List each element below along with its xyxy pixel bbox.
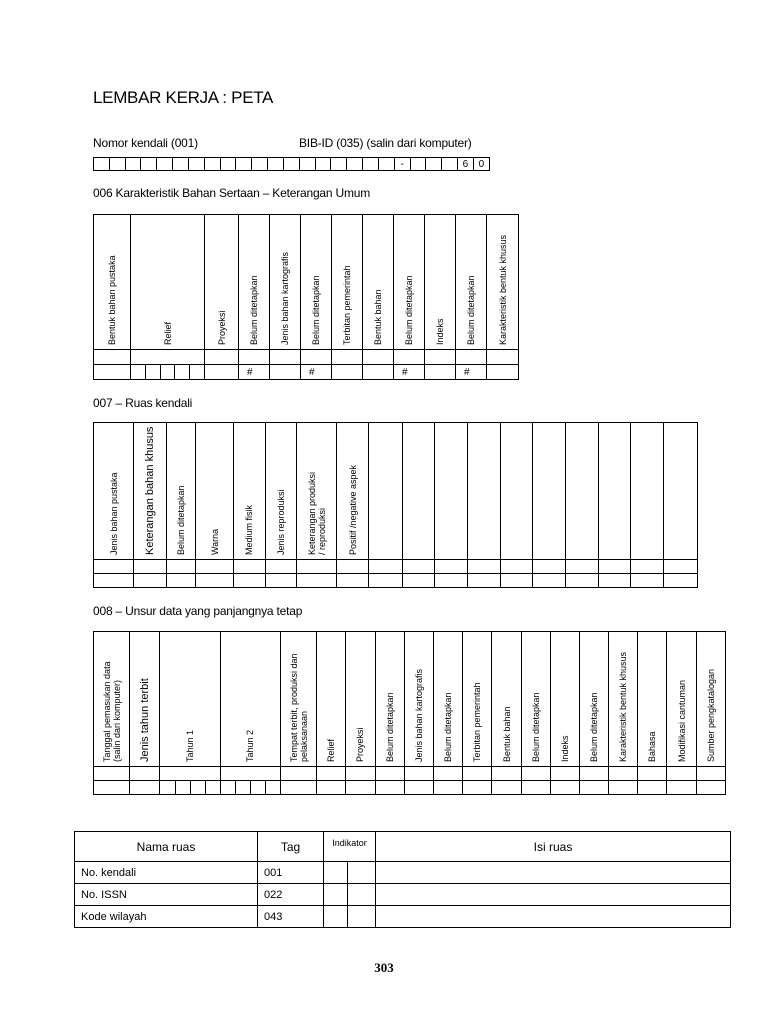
column-header	[664, 423, 698, 560]
column-header-label: Terbitan pemerintah	[472, 682, 483, 762]
input-cell[interactable]	[435, 560, 468, 574]
input-cell[interactable]	[566, 574, 599, 588]
input-cell[interactable]	[435, 574, 468, 588]
bib-id-box[interactable]	[173, 158, 189, 171]
indicator-2-input[interactable]	[348, 906, 376, 928]
input-cell[interactable]	[375, 767, 404, 781]
input-cell[interactable]	[533, 574, 566, 588]
column-header-label: Karakteristik bentuk khusus	[497, 234, 508, 345]
bib-id-box[interactable]	[268, 158, 284, 171]
input-cell[interactable]	[598, 560, 631, 574]
input-cell[interactable]	[145, 365, 160, 380]
column-header	[239, 215, 270, 350]
input-cell[interactable]	[220, 781, 235, 795]
input-cell[interactable]	[463, 767, 492, 781]
bib-id-box[interactable]	[299, 158, 315, 171]
bib-id-box[interactable]	[157, 158, 173, 171]
input-cell[interactable]	[664, 574, 698, 588]
input-cell[interactable]	[664, 560, 698, 574]
column-header	[463, 632, 492, 767]
input-cell[interactable]	[521, 767, 550, 781]
column-header-label: Indeks	[435, 318, 446, 345]
input-cell[interactable]	[363, 350, 394, 365]
column-header-label: Keterangan produksi / reproduksi	[306, 471, 327, 555]
input-cell[interactable]	[598, 574, 631, 588]
column-header-label: Relief	[162, 321, 173, 345]
header-tag: Tag	[258, 832, 324, 862]
bib-id-box[interactable]	[283, 158, 299, 171]
input-cell[interactable]	[190, 365, 205, 380]
input-cell[interactable]	[205, 781, 220, 795]
fields-table	[74, 831, 731, 928]
column-header-label: Belum ditetapkan	[175, 485, 186, 555]
column-header	[332, 215, 363, 350]
input-cell[interactable]	[297, 560, 337, 574]
input-cell[interactable]	[394, 350, 425, 365]
input-cell[interactable]	[205, 350, 239, 365]
input-cell[interactable]	[175, 781, 190, 795]
column-header-label: Keterangan bahan khusus	[143, 426, 156, 555]
column-header	[234, 423, 266, 560]
section-006-heading: 006 Karakteristik Bahan Sertaan – Keterangan Umum	[93, 186, 371, 200]
input-cell[interactable]	[369, 560, 403, 574]
column-header	[281, 632, 317, 767]
section-008-heading: 008 – Unsur data yang panjangnya tetap	[93, 604, 303, 618]
field-tag: 022	[258, 884, 324, 906]
input-cell[interactable]	[94, 560, 134, 574]
column-header	[375, 632, 404, 767]
input-cell[interactable]	[609, 767, 638, 781]
column-header	[337, 423, 369, 560]
input-cell[interactable]	[500, 574, 533, 588]
column-header-label: Tahun 2	[245, 729, 256, 762]
column-header-label: Jenis bahan kartografis	[413, 668, 424, 762]
column-header	[270, 215, 301, 350]
header-nama-ruas: Nama ruas	[75, 832, 258, 862]
column-header	[220, 632, 280, 767]
input-cell[interactable]	[463, 781, 492, 795]
input-cell[interactable]: #	[301, 365, 332, 380]
input-cell[interactable]	[190, 781, 205, 795]
input-cell[interactable]	[301, 350, 332, 365]
input-cell[interactable]	[94, 781, 130, 795]
column-header-label: Jenis reproduksi	[276, 489, 287, 555]
field-name: Kode wilayah	[75, 906, 258, 928]
input-cell[interactable]	[345, 767, 375, 781]
input-cell[interactable]	[550, 781, 579, 795]
bib-id-box[interactable]	[378, 158, 394, 171]
input-cell[interactable]	[337, 574, 369, 588]
input-cell[interactable]	[234, 560, 266, 574]
field-name: No. kendali	[75, 862, 258, 884]
column-header	[667, 632, 696, 767]
column-header	[301, 215, 332, 350]
input-cell[interactable]	[487, 365, 519, 380]
control-number-label: Nomor kendali (001)	[93, 136, 198, 150]
field-name: No. ISSN	[75, 884, 258, 906]
column-header	[369, 423, 403, 560]
column-header	[166, 423, 196, 560]
bib-id-label: BIB-ID (035) (salin dari komputer)	[299, 136, 472, 150]
column-header-label: Proyeksi	[216, 310, 227, 345]
field-content-input[interactable]	[376, 862, 731, 884]
input-cell[interactable]: #	[456, 365, 487, 380]
input-cell[interactable]	[196, 574, 234, 588]
column-header	[94, 215, 131, 350]
input-cell[interactable]	[492, 767, 521, 781]
column-header-label: Jenis bahan kartografis	[280, 251, 291, 345]
column-header-label: Belum ditetapkan	[311, 275, 322, 345]
table-006	[93, 214, 519, 380]
input-cell[interactable]	[205, 365, 239, 380]
input-cell[interactable]	[579, 781, 608, 795]
column-header-label: Relief	[325, 738, 336, 762]
field-content-input[interactable]	[376, 906, 731, 928]
input-cell[interactable]	[468, 574, 501, 588]
column-header	[456, 215, 487, 350]
field-tag: 043	[258, 906, 324, 928]
column-header-label: Positif /negative aspek	[347, 464, 358, 555]
input-cell[interactable]	[337, 560, 369, 574]
input-cell[interactable]	[638, 767, 667, 781]
column-header	[487, 215, 519, 350]
input-cell[interactable]	[550, 767, 579, 781]
bib-id-box[interactable]	[252, 158, 268, 171]
input-cell[interactable]	[402, 574, 435, 588]
page-number: 303	[374, 960, 394, 975]
column-header	[492, 632, 521, 767]
input-cell[interactable]	[631, 574, 664, 588]
input-cell[interactable]	[134, 560, 167, 574]
column-header	[394, 215, 425, 350]
column-header-label: Jenis tahun terbit	[138, 678, 151, 762]
bib-id-box[interactable]	[410, 158, 426, 171]
bib-id-box[interactable]	[141, 158, 157, 171]
input-cell[interactable]	[94, 350, 131, 365]
section-007-heading: 007 – Ruas kendali	[93, 396, 193, 410]
column-header	[297, 423, 337, 560]
column-header	[160, 632, 220, 767]
column-header	[94, 423, 134, 560]
column-header-label: Belum ditetapkan	[589, 692, 600, 762]
table-row	[75, 862, 731, 884]
bib-id-box[interactable]: -	[394, 158, 410, 171]
input-cell[interactable]	[696, 781, 725, 795]
input-cell[interactable]	[667, 767, 696, 781]
column-header	[205, 215, 239, 350]
input-cell[interactable]	[375, 781, 404, 795]
column-header	[434, 632, 463, 767]
input-cell[interactable]	[369, 574, 403, 588]
column-header-label: Jenis bahan pustaka	[108, 472, 119, 555]
column-header-label: Bentuk bahan pustaka	[107, 255, 117, 345]
column-header-label: Indeks	[559, 735, 570, 762]
bib-id-box[interactable]	[94, 158, 110, 171]
input-cell[interactable]	[281, 781, 317, 795]
input-cell[interactable]	[434, 767, 463, 781]
input-cell[interactable]	[579, 767, 608, 781]
column-header	[550, 632, 579, 767]
header-isi-ruas: Isi ruas	[376, 832, 731, 862]
input-cell[interactable]	[425, 365, 456, 380]
column-header	[566, 423, 599, 560]
input-cell[interactable]	[270, 365, 301, 380]
bib-id-box[interactable]: 6	[458, 158, 474, 171]
bib-id-box[interactable]: 0	[473, 158, 489, 171]
input-cell[interactable]	[500, 560, 533, 574]
table-007	[93, 422, 698, 588]
input-cell[interactable]	[638, 781, 667, 795]
input-cell[interactable]	[521, 781, 550, 795]
input-cell[interactable]	[317, 781, 345, 795]
column-header	[533, 423, 566, 560]
input-cell[interactable]	[94, 574, 134, 588]
input-cell[interactable]: #	[239, 365, 270, 380]
header-indikator: Indikator	[324, 832, 376, 862]
bib-id-boxes	[93, 157, 490, 171]
input-cell[interactable]	[533, 560, 566, 574]
column-header	[134, 423, 167, 560]
page-title: LEMBAR KERJA : PETA	[93, 88, 274, 107]
input-cell[interactable]	[131, 365, 146, 380]
input-cell[interactable]	[345, 781, 375, 795]
column-header	[500, 423, 533, 560]
bib-id-box[interactable]	[109, 158, 125, 171]
column-header-label: Warna	[209, 528, 220, 555]
bib-id-box[interactable]	[347, 158, 363, 171]
input-cell[interactable]	[492, 781, 521, 795]
input-cell[interactable]: #	[394, 365, 425, 380]
column-header	[638, 632, 667, 767]
column-header-label: Modifikasi cantuman	[676, 679, 687, 762]
column-header	[196, 423, 234, 560]
column-header-label: Belum ditetapkan	[249, 275, 260, 345]
table-row	[75, 884, 731, 906]
column-header	[404, 632, 433, 767]
column-header-label: Bentuk bahan	[373, 289, 384, 345]
input-cell[interactable]	[265, 574, 297, 588]
column-header	[131, 215, 205, 350]
input-cell[interactable]	[94, 767, 130, 781]
indicator-2-input[interactable]	[348, 862, 376, 884]
input-cell[interactable]	[266, 781, 281, 795]
input-cell[interactable]	[166, 574, 196, 588]
input-cell[interactable]	[456, 350, 487, 365]
input-cell[interactable]	[160, 781, 175, 795]
column-header	[402, 423, 435, 560]
bib-id-box[interactable]	[315, 158, 331, 171]
input-cell[interactable]	[696, 767, 725, 781]
input-cell[interactable]	[566, 560, 599, 574]
input-cell[interactable]	[265, 560, 297, 574]
table-008	[93, 631, 726, 795]
input-cell[interactable]	[160, 365, 175, 380]
input-cell[interactable]	[134, 574, 167, 588]
column-header-label: Bentuk bahan	[501, 706, 512, 762]
bib-id-box[interactable]	[363, 158, 379, 171]
column-header-label: Proyeksi	[355, 727, 366, 762]
column-header	[425, 215, 456, 350]
table-row	[75, 906, 731, 928]
column-header-label: Belum ditetapkan	[404, 275, 415, 345]
input-cell[interactable]	[425, 350, 456, 365]
bib-id-box[interactable]	[125, 158, 141, 171]
input-cell[interactable]	[317, 767, 345, 781]
column-header-label: Belum ditetapkan	[466, 275, 477, 345]
column-header-label: Tempat terbit, produksi dan pelaksanaan	[288, 653, 309, 762]
column-header	[265, 423, 297, 560]
field-content-input[interactable]	[376, 884, 731, 906]
column-header-label: Medium fisik	[244, 504, 255, 555]
column-header-label: Belum ditetapkan	[443, 692, 454, 762]
bib-id-box[interactable]	[220, 158, 236, 171]
column-header	[130, 632, 160, 767]
column-header-label: Karakteristik bentuk khusus	[618, 651, 629, 762]
indicator-1-input[interactable]	[324, 862, 348, 884]
input-cell[interactable]	[667, 781, 696, 795]
bib-id-box[interactable]	[236, 158, 252, 171]
input-cell[interactable]	[250, 781, 265, 795]
input-cell[interactable]	[131, 350, 205, 365]
column-header	[609, 632, 638, 767]
column-header	[317, 632, 345, 767]
column-header	[521, 632, 550, 767]
input-cell[interactable]	[270, 350, 301, 365]
column-header	[94, 632, 130, 767]
input-cell[interactable]	[235, 781, 250, 795]
column-header	[598, 423, 631, 560]
input-cell[interactable]	[220, 767, 280, 781]
column-header-label: Belum ditetapkan	[384, 692, 395, 762]
input-cell[interactable]	[487, 350, 519, 365]
column-header	[631, 423, 664, 560]
column-header	[345, 632, 375, 767]
input-cell[interactable]	[468, 560, 501, 574]
input-cell[interactable]	[130, 767, 160, 781]
column-header	[363, 215, 394, 350]
column-header-label: Terbitan pemerintah	[342, 265, 353, 345]
input-cell[interactable]	[631, 560, 664, 574]
indicator-2-input[interactable]	[348, 884, 376, 906]
bib-id-box[interactable]	[188, 158, 204, 171]
indicator-1-input[interactable]	[324, 906, 348, 928]
bib-id-box[interactable]	[204, 158, 220, 171]
bib-id-box[interactable]	[426, 158, 442, 171]
input-cell[interactable]	[402, 560, 435, 574]
input-cell[interactable]	[166, 560, 196, 574]
column-header	[696, 632, 725, 767]
column-header-label: Tahun 1	[185, 729, 196, 762]
input-cell[interactable]	[434, 781, 463, 795]
column-header-label: Belum ditetapkan	[530, 692, 541, 762]
indicator-1-input[interactable]	[324, 884, 348, 906]
input-cell[interactable]	[94, 365, 131, 380]
input-cell[interactable]	[281, 767, 317, 781]
input-cell[interactable]	[404, 767, 433, 781]
input-cell[interactable]	[332, 350, 363, 365]
column-header	[435, 423, 468, 560]
field-tag: 001	[258, 862, 324, 884]
input-cell[interactable]	[239, 350, 270, 365]
input-cell[interactable]	[196, 560, 234, 574]
input-cell[interactable]	[130, 781, 160, 795]
column-header-label: Bahasa	[647, 731, 658, 762]
column-header	[579, 632, 608, 767]
column-header-label: Sumber pengkatalogan	[705, 668, 716, 762]
input-cell[interactable]	[363, 365, 394, 380]
column-header-label: Tanggal pemasukan data (salin dari komputer)	[101, 661, 122, 762]
input-cell[interactable]	[175, 365, 190, 380]
input-cell[interactable]	[332, 365, 363, 380]
column-header	[468, 423, 501, 560]
bib-id-box[interactable]	[331, 158, 347, 171]
input-cell[interactable]	[160, 767, 220, 781]
input-cell[interactable]	[609, 781, 638, 795]
input-cell[interactable]	[404, 781, 433, 795]
input-cell[interactable]	[297, 574, 337, 588]
bib-id-box[interactable]	[442, 158, 458, 171]
input-cell[interactable]	[234, 574, 266, 588]
